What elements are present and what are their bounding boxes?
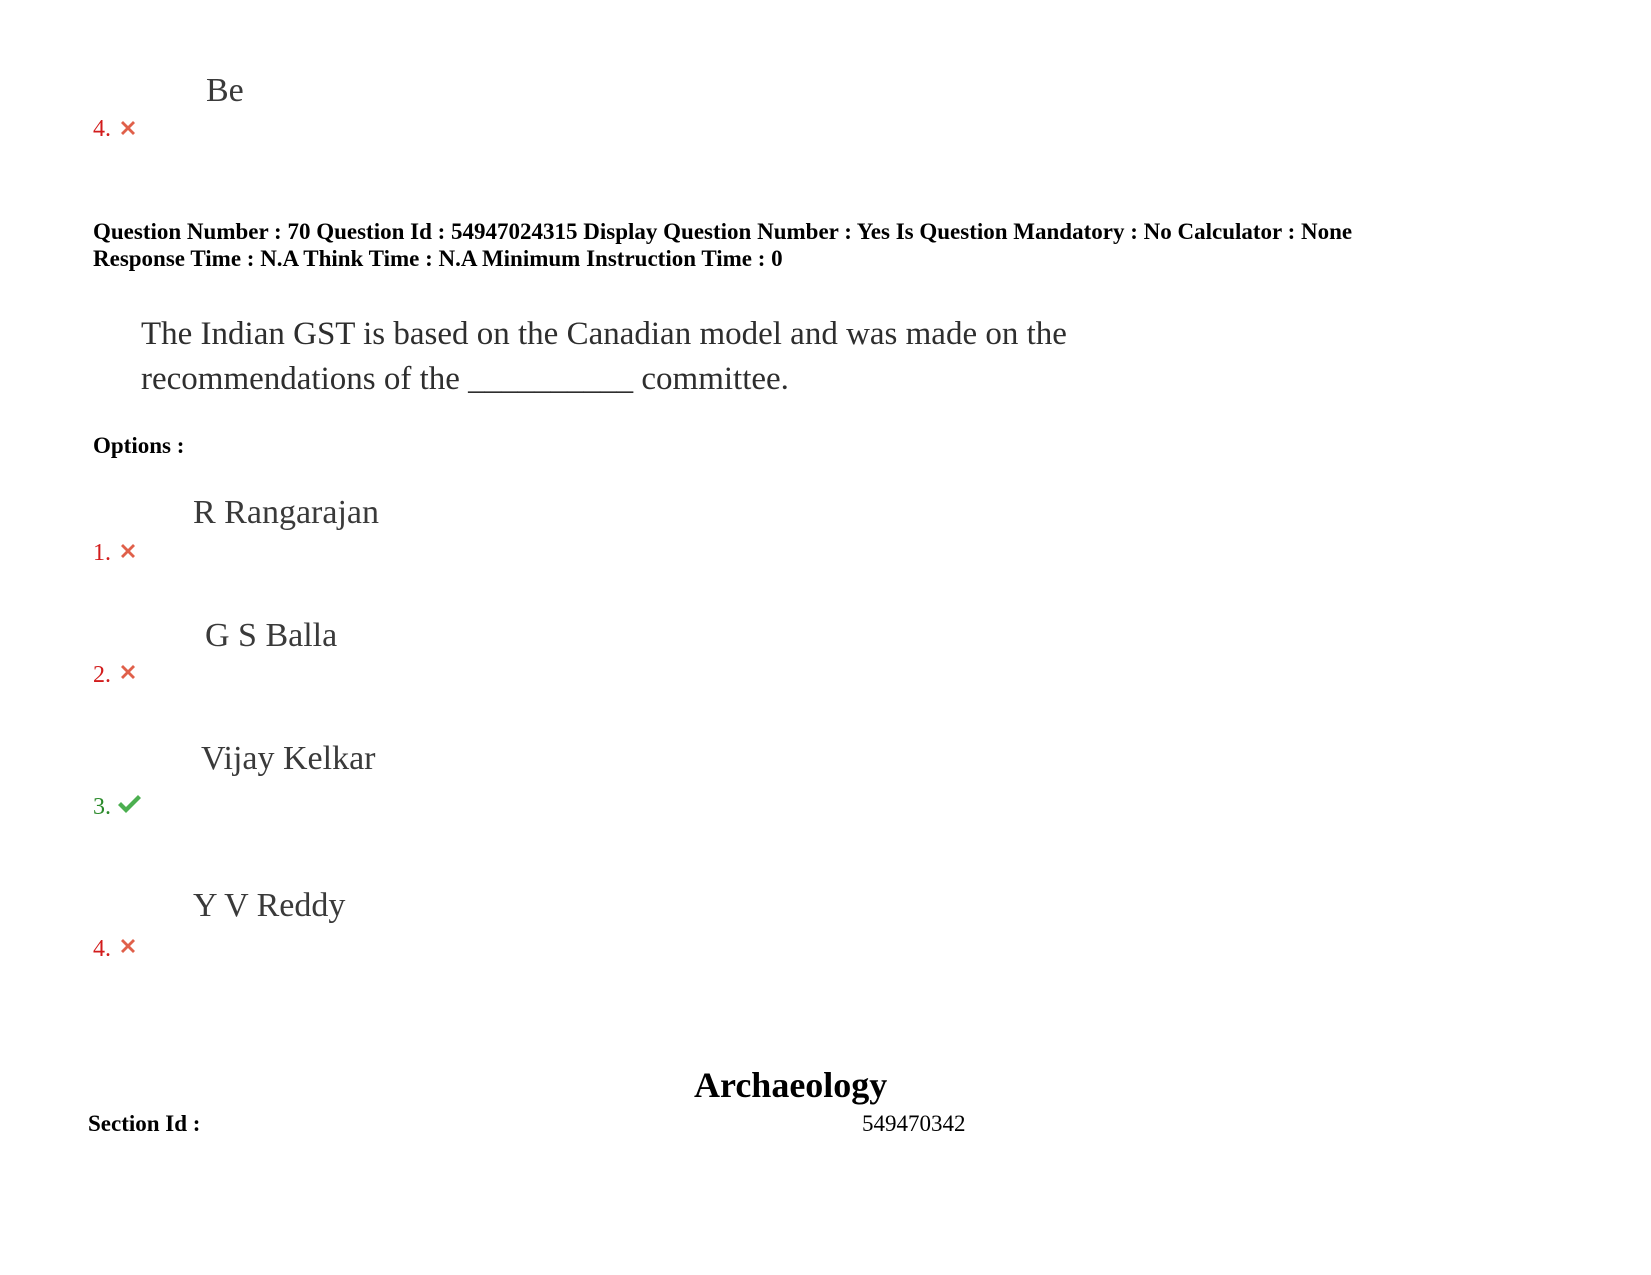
option-1-number: 1.: [93, 540, 111, 566]
option-3-number: 3.: [93, 794, 111, 820]
option-2-number: 2.: [93, 662, 111, 688]
question-text-line-1: The Indian GST is based on the Canadian model and was made on the: [141, 316, 1067, 352]
question-text-line-2: recommendations of the __________ committee.: [141, 361, 789, 397]
cross-icon: [117, 661, 139, 683]
section-title: Archaeology: [694, 1065, 888, 1105]
option-2-text: G S Balla: [205, 617, 338, 654]
prev-option-4-number: 4.: [93, 116, 111, 142]
cross-icon: [117, 540, 139, 562]
option-4-text: Y V Reddy: [193, 887, 346, 924]
section-id-value: 549470342: [862, 1111, 966, 1136]
option-4-number: 4.: [93, 936, 111, 962]
option-3-text: Vijay Kelkar: [201, 740, 376, 777]
question-meta-line-1: Question Number : 70 Question Id : 54947024315 Display Question Number : Yes Is Question Mandatory : No Calculator : None: [93, 219, 1353, 244]
cross-icon: [117, 117, 139, 139]
section-id-label: Section Id :: [88, 1111, 201, 1136]
prev-option-4-text: Be: [206, 72, 244, 109]
options-label: Options :: [93, 433, 185, 458]
cross-icon: [117, 935, 139, 957]
check-icon: [116, 793, 142, 815]
option-1-text: R Rangarajan: [193, 494, 379, 531]
question-meta-line-2: Response Time : N.A Think Time : N.A Minimum Instruction Time : 0: [93, 246, 783, 271]
